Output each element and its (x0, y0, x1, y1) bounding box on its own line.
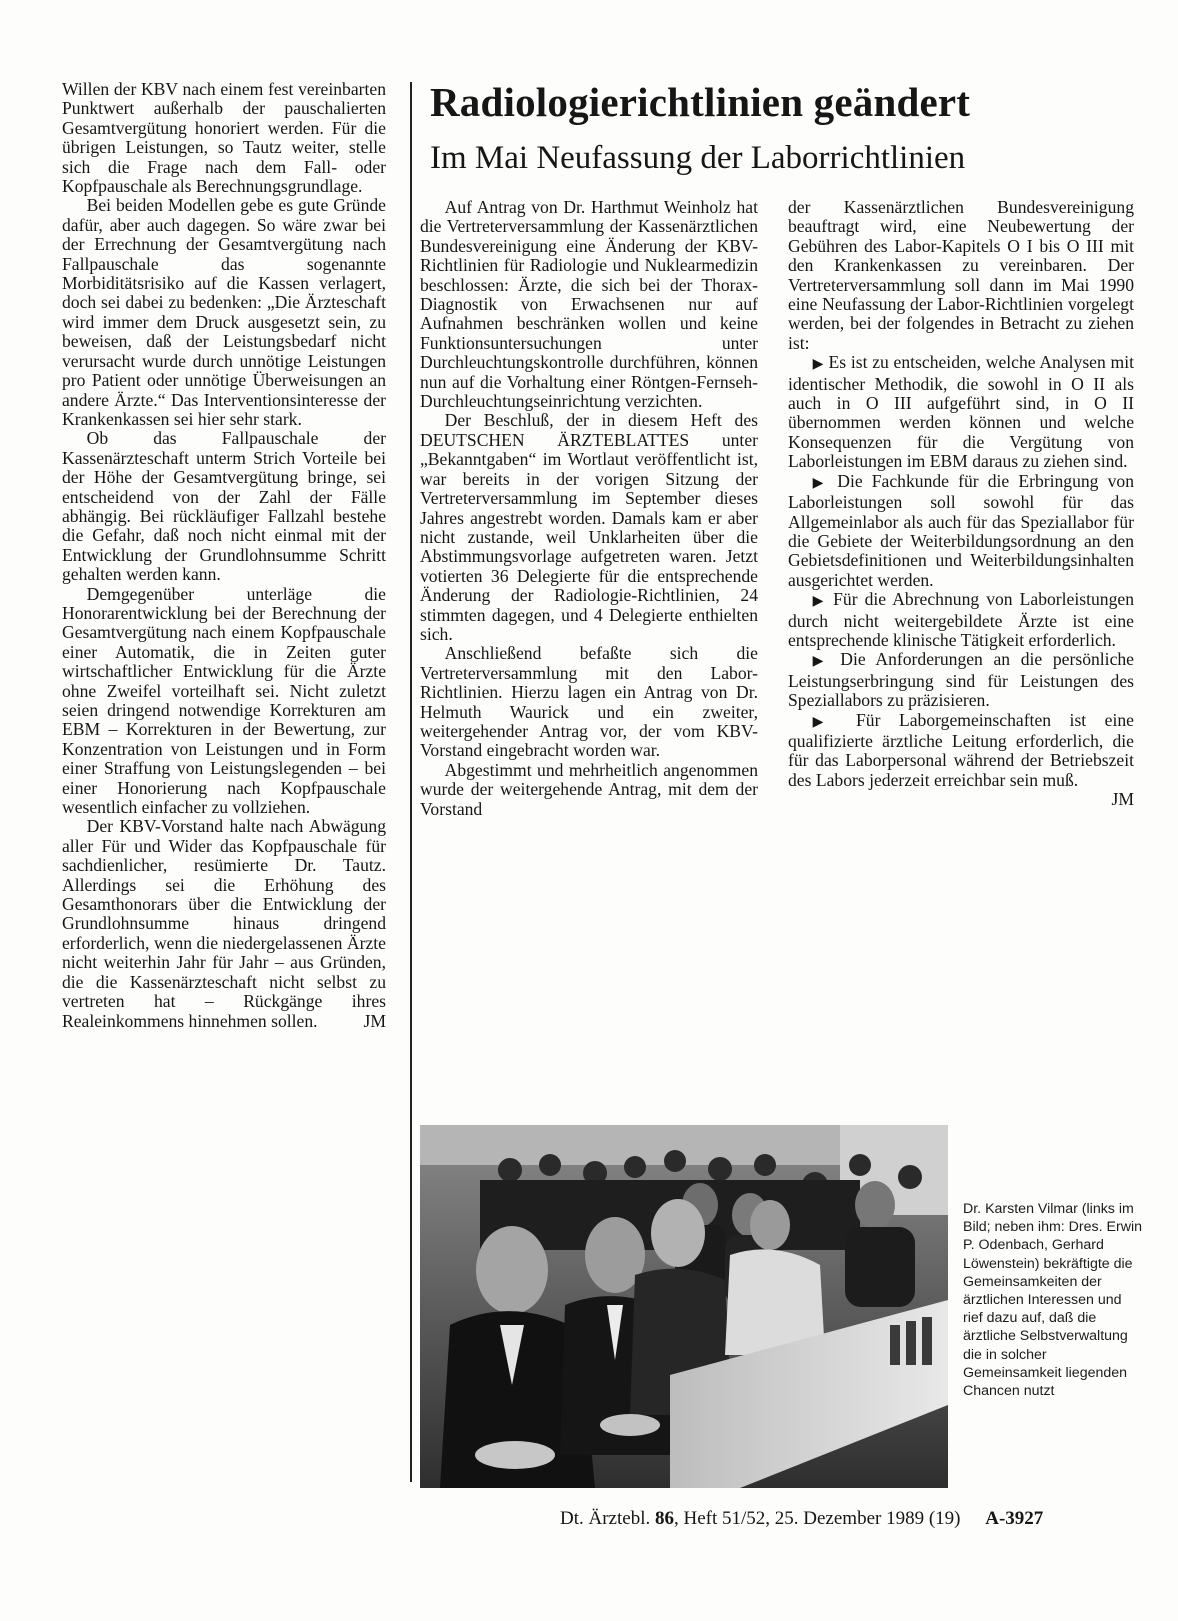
journal-volume: 86 (654, 1508, 674, 1529)
bullet-item (788, 353, 1134, 471)
bullet-text: Es ist zu entscheiden, welche Analysen mit identischer Methodik, die sowohl in O II als auch in O III aufgeführt sind, in O II übernommen werden können und welche Konsequenzen für die Vergütung von Laborleistungen im EBM daraus zu ziehen sind. (788, 352, 1134, 472)
issue-info: , Heft 51/52, 25. Dezember 1989 (19) (673, 1508, 961, 1529)
middle-column (420, 198, 758, 819)
article-headline: Radiologierichtlinien geändert (430, 79, 971, 125)
left-paragraph-last (62, 817, 386, 1030)
article-subheadline: Im Mai Neufassung der Laborrichtlinien (430, 140, 966, 176)
bullet-text: Die Anforderungen an die persönliche Leistungserbringung sind für Leistungen des Speziallabors zu präzisieren. (788, 649, 1134, 711)
bullet-arrow-icon: ▶ (812, 653, 830, 670)
middle-paragraph: Der Beschluß, der in diesem Heft des DEUTSCHEN ÄRZTEBLATTES unter „Bekanntgaben“ im Wortlaut veröffentlicht ist, war bereits in der vorigen Sitzung der Vertreterversammlung im September dieses Jahres angestrebt worden. Damals kam er aber nicht zustande, weil Unklarheiten über die Abstimmungsvorlage aufgetreten waren. Jetzt votierten 36 Delegierte für die entsprechende Änderung der Radiologie-Richtlinien, 24 stimmten dagegen, und 4 Delegierte enthielten sich. (420, 410, 758, 644)
left-signature: JM (363, 1010, 386, 1031)
right-signature: JM (1111, 789, 1134, 810)
bullet-item (788, 650, 1134, 710)
meeting-photo (420, 1125, 948, 1488)
left-paragraph-text: Der KBV-Vorstand halte nach Abwägung aller Für und Wider das Kopfpauschale für sachdienlicher, resümierte Dr. Tautz. Allerdings sei die Erhöhung des Gesamthonorars über die Entwicklung der Grundlohnsumme hinaus dringend erforderlich, wenn die niedergelassenen Ärzte nicht weiterhin Jahr für Jahr – aus Gründen, die die Kassenärzteschaft nicht selbst zu vertreten hat – Rückgänge ihres Realeinkommens hinnehmen sollen. (62, 816, 386, 1031)
bullet-text: Für die Abrechnung von Laborleistungen durch nicht weitergebildete Ärzte ist eine entsprechende klinische Tätigkeit erforderlich. (788, 589, 1134, 650)
bullet-item (788, 472, 1134, 590)
left-column (62, 80, 386, 1031)
middle-paragraph: Abgestimmt und mehrheitlich angenommen wurde der weitergehende Antrag, mit dem der Vorstand (420, 759, 758, 819)
bullet-text: Die Fachkunde für die Erbringung von Laborleistungen soll sowohl für das Allgemeinlabor als auch für das Speziallabor für die Gebiete der Weiterbildungsordnung an den Gebietsdefinitionen und Weiterbildungsinhalten ausgerichtet werden. (788, 470, 1134, 590)
bullet-arrow-icon: ▶ (812, 713, 838, 730)
middle-paragraph: Auf Antrag von Dr. Harthmut Weinholz hat die Vertreterversammlung der Kassenärztlichen Bundesvereinigung eine Änderung der KBV-Richtlinien für Radiologie und Nuklearmedizin beschlossen: Ärzte, die sich bei der Thorax-Diagnostik von Erwachsenen nur auf Aufnahmen beschränken wollen und keine Funktionsuntersuchungen unter Durchleuchtungskontrolle durchführen, können nun auf die Vorhaltung einer Röntgen-Fernseh-Durchleuchtungseinrichtung verzichten. (420, 197, 758, 412)
right-column (788, 198, 1134, 810)
left-paragraph: Bei beiden Modellen gebe es gute Gründe dafür, aber auch dagegen. So wäre zwar bei der Errechnung der Gesamtvergütung nach Fallpauschale das sogenannte Morbiditätsrisiko auf die Kassen verlagert, doch sei dabei zu bedenken: „Die Ärzteschaft wird immer dem Druck ausgesetzt sein, zu beweisen, daß der Leistungsbedarf nicht verursacht wurde durch unnötige Leistungen pro Patient oder unnötige Überweisungen an andere Ärzte.“ Das Interventionsinteresse der Krankenkassen sei hier sehr stark. (62, 195, 386, 429)
left-paragraph: Willen der KBV nach einem fest vereinbarten Punktwert außerhalb der pauschalierten Gesamtvergütung honoriert werden. Für die übrigen Leistungen, so Tautz weiter, stelle sich die Frage nach dem Fall- oder Kopfpauschale als Berechnungsgrundlage. (62, 79, 386, 197)
page-footer (560, 1508, 1140, 1530)
bullet-arrow-icon: ▶ (812, 356, 824, 373)
meeting-photo-image (420, 1125, 948, 1488)
middle-paragraph: Anschließend befaßte sich die Vertreterversammlung mit den Labor-Richtlinien. Hierzu lagen ein Antrag von Dr. Helmuth Waurick und ein zweiter, weitergehender Antrag vor, der vom KBV-Vorstand eingebracht worden war. (420, 643, 758, 761)
right-intro: der Kassenärztlichen Bundesvereinigung beauftragt wird, eine Neubewertung der Gebühren des Labor-Kapitels O I bis O III mit den Krankenkassen zu vereinbaren. Der Vertreterversammlung soll dann im Mai 1990 eine Neufassung der Labor-Richtlinien vorgelegt werden, bei der folgendes in Betracht zu ziehen ist: (788, 197, 1134, 353)
bullet-text: Für Laborgemeinschaften ist eine qualifizierte ärztliche Leitung erforderlich, die für das Laborpersonal während der Betriebszeit des Labors jederzeit erreichbar sein muß. (788, 709, 1134, 790)
bullet-item (788, 709, 1134, 810)
bullet-arrow-icon: ▶ (812, 593, 827, 610)
bullet-arrow-icon: ▶ (812, 474, 829, 491)
page-number: A-3927 (985, 1508, 1044, 1529)
bullet-item (788, 590, 1134, 650)
photo-caption: Dr. Karsten Vilmar (links im Bild; neben ihm: Dres. Erwin P. Odenbach, Gerhard Löwenstein) bekräftigte die Gemeinsamkeiten der ärztlichen Interessen und rief dazu auf, daß die ärztliche Selbstverwaltung die in solcher Gemeinsamkeit liegenden Chancen nutzt (963, 1201, 1142, 1400)
left-paragraph: Ob das Fallpauschale der Kassenärzteschaft unterm Strich Vorteile bei der Höhe der Gesamtvergütung bringe, sei entscheidend von der Zahl der Fälle abhängig. Bei rückläufiger Fallzahl bestehe die Gefahr, daß noch nicht einmal mit der Entwicklung der Grundlohnsumme Schritt gehalten werden kann. (62, 428, 386, 585)
left-paragraph: Demgegenüber unterläge die Honorarentwicklung bei der Berechnung der Gesamtvergütung nach einem Kopfpauschale einer Automatik, die in Zeiten guter wirtschaftlicher Entwicklung für die Ärzte ohne Zweifel vorteilhaft sei. Nicht zuletzt seien dringend notwendige Korrekturen am EBM – Korrekturen in der Bewertung, zur Konzentration von Leistungen und in Form einer Straffung von Leistungslegenden – bei einer Honorierung nach Kopfpauschale wesentlich einfacher zu vollziehen. (62, 583, 386, 818)
journal-name: Dt. Ärztebl. (560, 1508, 651, 1529)
column-rule (410, 82, 412, 1482)
